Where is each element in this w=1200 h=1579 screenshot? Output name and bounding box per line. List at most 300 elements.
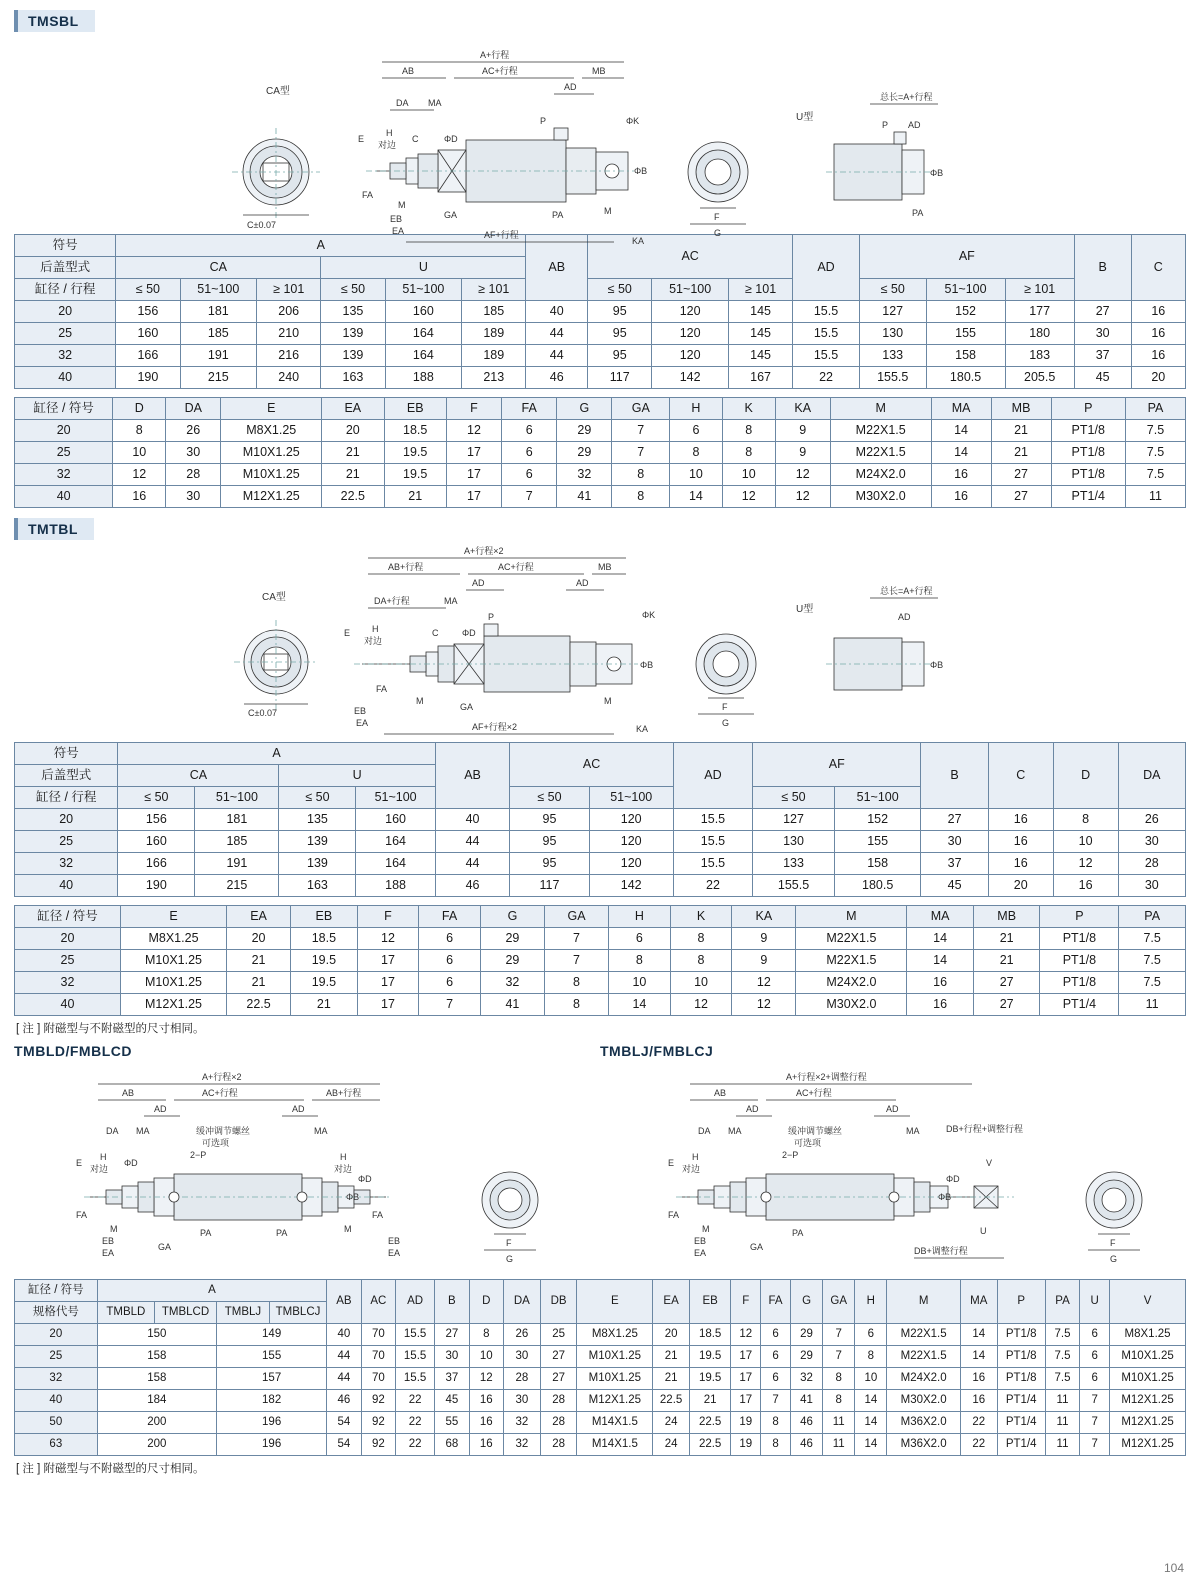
section-title-tmtbl: TMTBL	[14, 518, 94, 540]
table-cell: 156	[118, 809, 195, 831]
table-cell: 7	[761, 1390, 791, 1412]
svg-text:AD: AD	[908, 120, 921, 130]
table-cell: 7	[544, 928, 608, 950]
column-header: 缸径 / 符号	[15, 906, 121, 928]
table-cell: 45	[1074, 367, 1131, 389]
thb-TMBLD: TMBLD	[97, 1302, 154, 1324]
table-cell: 14	[855, 1434, 887, 1456]
th-ca-r3: ≥ 101	[257, 279, 321, 301]
thb-EA: EA	[653, 1280, 690, 1324]
th2-CA: CA	[118, 765, 279, 787]
table-cell: 12	[775, 464, 830, 486]
table-cell: PT1/8	[997, 1324, 1045, 1346]
svg-text:EB: EB	[354, 706, 367, 716]
row-label: 25	[15, 323, 116, 345]
table-cell: 130	[753, 831, 835, 853]
table-cell: 160	[356, 809, 435, 831]
table-cell: M14X1.5	[577, 1412, 653, 1434]
table-cell: 7	[419, 994, 481, 1016]
table-cell: 29	[790, 1346, 822, 1368]
table-cell: 22	[396, 1390, 435, 1412]
th-u-r1: ≤ 50	[321, 279, 385, 301]
table-cell: 181	[195, 809, 279, 831]
table-cell: 18.5	[291, 928, 358, 950]
table-cell: 68	[435, 1434, 469, 1456]
svg-text:EA: EA	[356, 718, 369, 728]
row-label: 40	[15, 486, 113, 508]
svg-text:C: C	[412, 134, 419, 144]
th2-af-r1: ≤ 50	[753, 787, 835, 809]
svg-text:GA: GA	[460, 702, 474, 712]
svg-text:对边: 对边	[334, 1164, 353, 1174]
row-label: 32	[15, 464, 113, 486]
table-cell: 21	[991, 420, 1051, 442]
drawing-bottom	[14, 1062, 1186, 1277]
svg-text:A+行程×2+调整行程: A+行程×2+调整行程	[786, 1072, 867, 1082]
row-label: 20	[15, 420, 113, 442]
table-cell: 139	[279, 853, 356, 875]
svg-text:AD: AD	[564, 82, 577, 92]
column-header: F	[446, 398, 501, 420]
svg-text:CA型: CA型	[262, 592, 286, 603]
table-cell: 7	[823, 1346, 855, 1368]
row-label: 32	[15, 853, 118, 875]
table-cell: 6	[1080, 1368, 1110, 1390]
table-cell: 6	[419, 972, 481, 994]
table-cell: 92	[361, 1412, 395, 1434]
table-cell: 190	[116, 367, 180, 389]
table-cell: 27	[540, 1368, 577, 1390]
thb-PA: PA	[1045, 1280, 1079, 1324]
table-cell: 18.5	[384, 420, 446, 442]
table-cell: 11	[1125, 486, 1185, 508]
table-cell: 12	[113, 464, 166, 486]
svg-text:G: G	[1110, 1254, 1118, 1264]
table-row	[15, 1346, 1186, 1368]
table-cell: 92	[361, 1390, 395, 1412]
svg-text:ΦK: ΦK	[626, 116, 640, 126]
column-header: G	[480, 906, 544, 928]
table-cell: 189	[462, 345, 526, 367]
table-cell: 10	[609, 972, 671, 994]
column-header: G	[557, 398, 612, 420]
table-cell: 95	[510, 831, 589, 853]
table-cell: 32	[480, 972, 544, 994]
th-C: C	[1131, 235, 1185, 301]
table-cell: 12	[731, 1324, 761, 1346]
svg-text:MA: MA	[906, 1126, 920, 1136]
table-cell: 183	[1005, 345, 1074, 367]
table-cell: 22	[396, 1412, 435, 1434]
table-cell: 164	[356, 853, 435, 875]
table-cell: 11	[1045, 1434, 1079, 1456]
svg-text:缓冲调节螺丝: 缓冲调节螺丝	[788, 1126, 843, 1136]
table-cell: M12X1.25	[1110, 1412, 1186, 1434]
table-cell: 160	[118, 831, 195, 853]
table-cell: 20	[988, 875, 1053, 897]
table-cell: 7.5	[1125, 442, 1185, 464]
table-cell: 10	[1053, 831, 1118, 853]
thb-MA: MA	[960, 1280, 997, 1324]
table-cell: 206	[257, 301, 321, 323]
table-cell: 6	[855, 1324, 887, 1346]
table-cell: 46	[526, 367, 588, 389]
table-cell: 139	[279, 831, 356, 853]
svg-text:C±0.07: C±0.07	[247, 220, 276, 230]
th2-A: A	[118, 743, 435, 765]
table-cell: 9	[732, 928, 796, 950]
svg-text:M: M	[398, 200, 406, 210]
table-cell: 164	[385, 345, 462, 367]
table-cell: 11	[1119, 994, 1186, 1016]
table-cell: 30	[435, 1346, 469, 1368]
th-ac-r1: ≤ 50	[588, 279, 652, 301]
svg-text:AD: AD	[898, 612, 911, 622]
table-cell: 12	[469, 1368, 503, 1390]
table-cell: 27	[435, 1324, 469, 1346]
table-cell: 16	[1053, 875, 1118, 897]
table-cell: 17	[446, 464, 501, 486]
column-header: MB	[973, 906, 1040, 928]
table-cell: 120	[652, 301, 729, 323]
table-cell: M10X1.25	[1110, 1368, 1186, 1390]
thb-spec-code: 规格代号	[15, 1302, 98, 1324]
column-header: GA	[544, 906, 608, 928]
table-cell: 14	[960, 1324, 997, 1346]
table-cell: 139	[321, 345, 385, 367]
table-cell: 21	[291, 994, 358, 1016]
table-cell: M8X1.25	[577, 1324, 653, 1346]
table-cell: 142	[652, 367, 729, 389]
column-header: EB	[291, 906, 358, 928]
column-header: DA	[166, 398, 221, 420]
thb-TMBLCJ: TMBLCJ	[269, 1302, 326, 1324]
table-cell: 8	[612, 486, 670, 508]
svg-text:A+行程×2: A+行程×2	[464, 546, 504, 556]
th2-AD: AD	[673, 743, 752, 809]
svg-text:C: C	[432, 628, 439, 638]
table-cell: 20	[653, 1324, 690, 1346]
table-cell: M36X2.0	[887, 1434, 960, 1456]
table-cell: 6	[419, 950, 481, 972]
table-cell: 166	[118, 853, 195, 875]
svg-text:DB+行程+调整行程: DB+行程+调整行程	[946, 1124, 1024, 1134]
svg-text:EA: EA	[388, 1248, 401, 1258]
svg-text:GA: GA	[158, 1242, 172, 1252]
table-cell: 19.5	[384, 464, 446, 486]
table-cell: 44	[526, 323, 588, 345]
table-cell: M22X1.5	[830, 420, 931, 442]
table-cell: 8	[544, 972, 608, 994]
table-cell: 12	[357, 928, 419, 950]
table-cell: 6	[502, 464, 557, 486]
table-cell: 127	[859, 301, 926, 323]
thb-AC: AC	[361, 1280, 395, 1324]
table-cell: 95	[588, 323, 652, 345]
table-cell: M10X1.25	[121, 950, 227, 972]
svg-text:DA: DA	[396, 98, 409, 108]
table-cell: 181	[180, 301, 257, 323]
table-row	[15, 875, 1186, 897]
table-cell: 155	[834, 831, 921, 853]
section-title-tmbld: TMBLD/FMBLCD	[14, 1043, 132, 1059]
table-cell: 8	[761, 1434, 791, 1456]
table-cell: 15.5	[673, 809, 752, 831]
th-ca-r1: ≤ 50	[116, 279, 180, 301]
th2-af-r2: 51~100	[834, 787, 921, 809]
table-cell: 17	[731, 1346, 761, 1368]
table-cell: 6	[502, 420, 557, 442]
table-cell: 16	[960, 1368, 997, 1390]
table-cell: 7.5	[1045, 1324, 1079, 1346]
table-row	[15, 442, 1186, 464]
table-cell: 155.5	[753, 875, 835, 897]
table-cell: 19.5	[291, 972, 358, 994]
table-cell: 22	[396, 1434, 435, 1456]
table-cell: 156	[116, 301, 180, 323]
table-cell: 44	[435, 853, 510, 875]
svg-text:U型: U型	[796, 112, 814, 123]
row-label: 20	[15, 1324, 98, 1346]
table-cell: 8	[670, 442, 723, 464]
row-label: 25	[15, 1346, 98, 1368]
table-cell: 46	[790, 1434, 822, 1456]
table-cell: 188	[385, 367, 462, 389]
column-header: M	[830, 398, 931, 420]
drawing-tmtbl-svg	[14, 540, 1186, 740]
table-cell: 22	[960, 1434, 997, 1456]
svg-text:MB: MB	[592, 66, 606, 76]
table-cell: 14	[907, 928, 974, 950]
table-cell: 16	[907, 994, 974, 1016]
table-cell: M8X1.25	[121, 928, 227, 950]
table-cell: 17	[731, 1368, 761, 1390]
thb-M: M	[887, 1280, 960, 1324]
thb-P: P	[997, 1280, 1045, 1324]
th-af-r3: ≥ 101	[1005, 279, 1074, 301]
page-number: 104	[1163, 1561, 1184, 1575]
svg-text:MA: MA	[314, 1126, 328, 1136]
table-cell: 120	[589, 831, 673, 853]
table-cell: 19.5	[689, 1368, 730, 1390]
svg-text:F: F	[1110, 1238, 1116, 1248]
column-header: FA	[419, 906, 481, 928]
table-cell: 22	[793, 367, 860, 389]
table-cell: 32	[790, 1368, 822, 1390]
svg-text:ΦD: ΦD	[444, 134, 458, 144]
svg-text:DA: DA	[698, 1126, 711, 1136]
svg-text:FA: FA	[76, 1210, 88, 1220]
th2-C: C	[988, 743, 1053, 809]
table-cell: M10X1.25	[577, 1368, 653, 1390]
table-row	[15, 928, 1186, 950]
table-cell: 11	[1045, 1412, 1079, 1434]
table-cell: 21	[227, 950, 291, 972]
svg-text:H: H	[372, 624, 379, 634]
table-cell: 215	[180, 367, 257, 389]
table-cell: 166	[116, 345, 180, 367]
table-cell: 135	[279, 809, 356, 831]
table-cell: 29	[557, 442, 612, 464]
table-row	[15, 994, 1186, 1016]
th2-u-r1: ≤ 50	[279, 787, 356, 809]
svg-text:H: H	[692, 1152, 699, 1162]
table-cell: 45	[435, 1390, 469, 1412]
svg-text:G: G	[506, 1254, 514, 1264]
thb-GA: GA	[823, 1280, 855, 1324]
svg-text:P: P	[882, 120, 889, 130]
svg-text:ΦD: ΦD	[358, 1174, 372, 1184]
thb-D: D	[469, 1280, 503, 1324]
row-label: 20	[15, 809, 118, 831]
table-cell: 37	[435, 1368, 469, 1390]
table-cell: M22X1.5	[796, 950, 907, 972]
svg-text:AB+行程: AB+行程	[326, 1088, 362, 1098]
table-cell: PT1/4	[997, 1412, 1045, 1434]
table-cell: 95	[510, 853, 589, 875]
table-cell: 200	[97, 1434, 216, 1456]
th-ac-r2: 51~100	[652, 279, 729, 301]
table-cell: 177	[1005, 301, 1074, 323]
table-cell: M12X1.25	[221, 486, 322, 508]
svg-text:对边: 对边	[90, 1164, 109, 1174]
svg-text:ΦB: ΦB	[634, 166, 648, 176]
th-B: B	[1074, 235, 1131, 301]
row-label: 32	[15, 1368, 98, 1390]
table-cell: PT1/8	[1040, 972, 1119, 994]
table-cell: 21	[653, 1368, 690, 1390]
th-AF: AF	[859, 235, 1074, 279]
table-cell: 32	[504, 1412, 541, 1434]
table-cell: 12	[732, 994, 796, 1016]
table-cell: 18.5	[689, 1324, 730, 1346]
table-cell: 191	[180, 345, 257, 367]
table-cell: 160	[385, 301, 462, 323]
svg-text:AC+行程: AC+行程	[482, 66, 518, 76]
table-row	[15, 809, 1186, 831]
table-cell: 14	[931, 420, 991, 442]
table-cell: M22X1.5	[796, 928, 907, 950]
column-header: P	[1040, 906, 1119, 928]
th2-ac-r2: 51~100	[589, 787, 673, 809]
table-cell: 16	[988, 853, 1053, 875]
table-cell: 133	[753, 853, 835, 875]
column-header: MA	[907, 906, 974, 928]
table-cell: 6	[609, 928, 671, 950]
table-cell: 20	[227, 928, 291, 950]
table-row	[15, 972, 1186, 994]
row-label: 25	[15, 442, 113, 464]
table-cell: 21	[322, 442, 384, 464]
table-cell: 185	[462, 301, 526, 323]
svg-text:可选项: 可选项	[794, 1138, 822, 1148]
table-cell: M36X2.0	[887, 1412, 960, 1434]
svg-text:ΦB: ΦB	[640, 660, 654, 670]
thead-tmtbl-sub	[15, 906, 1186, 928]
svg-text:H: H	[386, 128, 393, 138]
th2-ca-r2: 51~100	[195, 787, 279, 809]
svg-text:P: P	[540, 116, 547, 126]
table-cell: 158	[97, 1346, 216, 1368]
table-cell: 8	[113, 420, 166, 442]
table-cell: 21	[973, 928, 1040, 950]
svg-text:M: M	[604, 206, 612, 216]
table-cell: 24	[653, 1412, 690, 1434]
table-cell: 200	[97, 1412, 216, 1434]
svg-text:2−P: 2−P	[190, 1150, 207, 1160]
table-cell: M30X2.0	[830, 486, 931, 508]
table-cell: 7.5	[1045, 1368, 1079, 1390]
table-cell: 21	[973, 950, 1040, 972]
table-cell: 22.5	[689, 1412, 730, 1434]
table-cell: 6	[761, 1324, 791, 1346]
table-cell: 21	[991, 442, 1051, 464]
thb-bore-symbol: 缸径 / 符号	[15, 1280, 98, 1302]
table-cell: 120	[589, 809, 673, 831]
svg-text:KA: KA	[636, 724, 649, 734]
table-tmtbl-sub	[14, 905, 1186, 1016]
table-cell: 150	[97, 1324, 216, 1346]
table-cell: 28	[166, 464, 221, 486]
table-cell: 46	[790, 1412, 822, 1434]
table-cell: 28	[504, 1368, 541, 1390]
row-label: 50	[15, 1412, 98, 1434]
table-cell: 40	[526, 301, 588, 323]
table-cell: 8	[855, 1346, 887, 1368]
row-label: 63	[15, 1434, 98, 1456]
table-cell: 70	[361, 1346, 395, 1368]
table-cell: 139	[321, 323, 385, 345]
row-label: 32	[15, 972, 121, 994]
svg-text:EA: EA	[102, 1248, 115, 1258]
svg-text:可选项: 可选项	[202, 1138, 230, 1148]
table-cell: M24X2.0	[887, 1368, 960, 1390]
table-cell: 182	[217, 1390, 327, 1412]
tbody-tmsbl-sub	[15, 420, 1186, 508]
row-label: 40	[15, 1390, 98, 1412]
table-cell: 117	[588, 367, 652, 389]
th2-ac-r1: ≤ 50	[510, 787, 589, 809]
table-cell: 145	[728, 323, 792, 345]
th-bore-stroke: 缸径 / 行程	[15, 279, 116, 301]
table-cell: 157	[217, 1368, 327, 1390]
svg-text:MA: MA	[444, 596, 458, 606]
th2-cover-type: 后盖型式	[15, 765, 118, 787]
table-cell: 29	[557, 420, 612, 442]
th-A: A	[116, 235, 526, 257]
svg-text:EB: EB	[102, 1236, 115, 1246]
table-tmsbl-main	[14, 234, 1186, 389]
svg-text:FA: FA	[362, 190, 374, 200]
table-cell: 120	[589, 853, 673, 875]
table-row	[15, 464, 1186, 486]
thb-U: U	[1080, 1280, 1110, 1324]
table-cell: 16	[469, 1412, 503, 1434]
table-cell: 19	[731, 1434, 761, 1456]
table-cell: 8	[612, 464, 670, 486]
svg-text:PA: PA	[552, 210, 564, 220]
section-title-tmsbl: TMSBL	[14, 10, 95, 32]
table-cell: 21	[653, 1346, 690, 1368]
table-cell: 7.5	[1119, 928, 1186, 950]
table-cell: 22	[673, 875, 752, 897]
column-header: E	[221, 398, 322, 420]
table-cell: 167	[728, 367, 792, 389]
svg-text:AC+行程: AC+行程	[202, 1088, 238, 1098]
column-header: EA	[322, 398, 384, 420]
column-header: K	[722, 398, 775, 420]
th2-AC: AC	[510, 743, 674, 787]
